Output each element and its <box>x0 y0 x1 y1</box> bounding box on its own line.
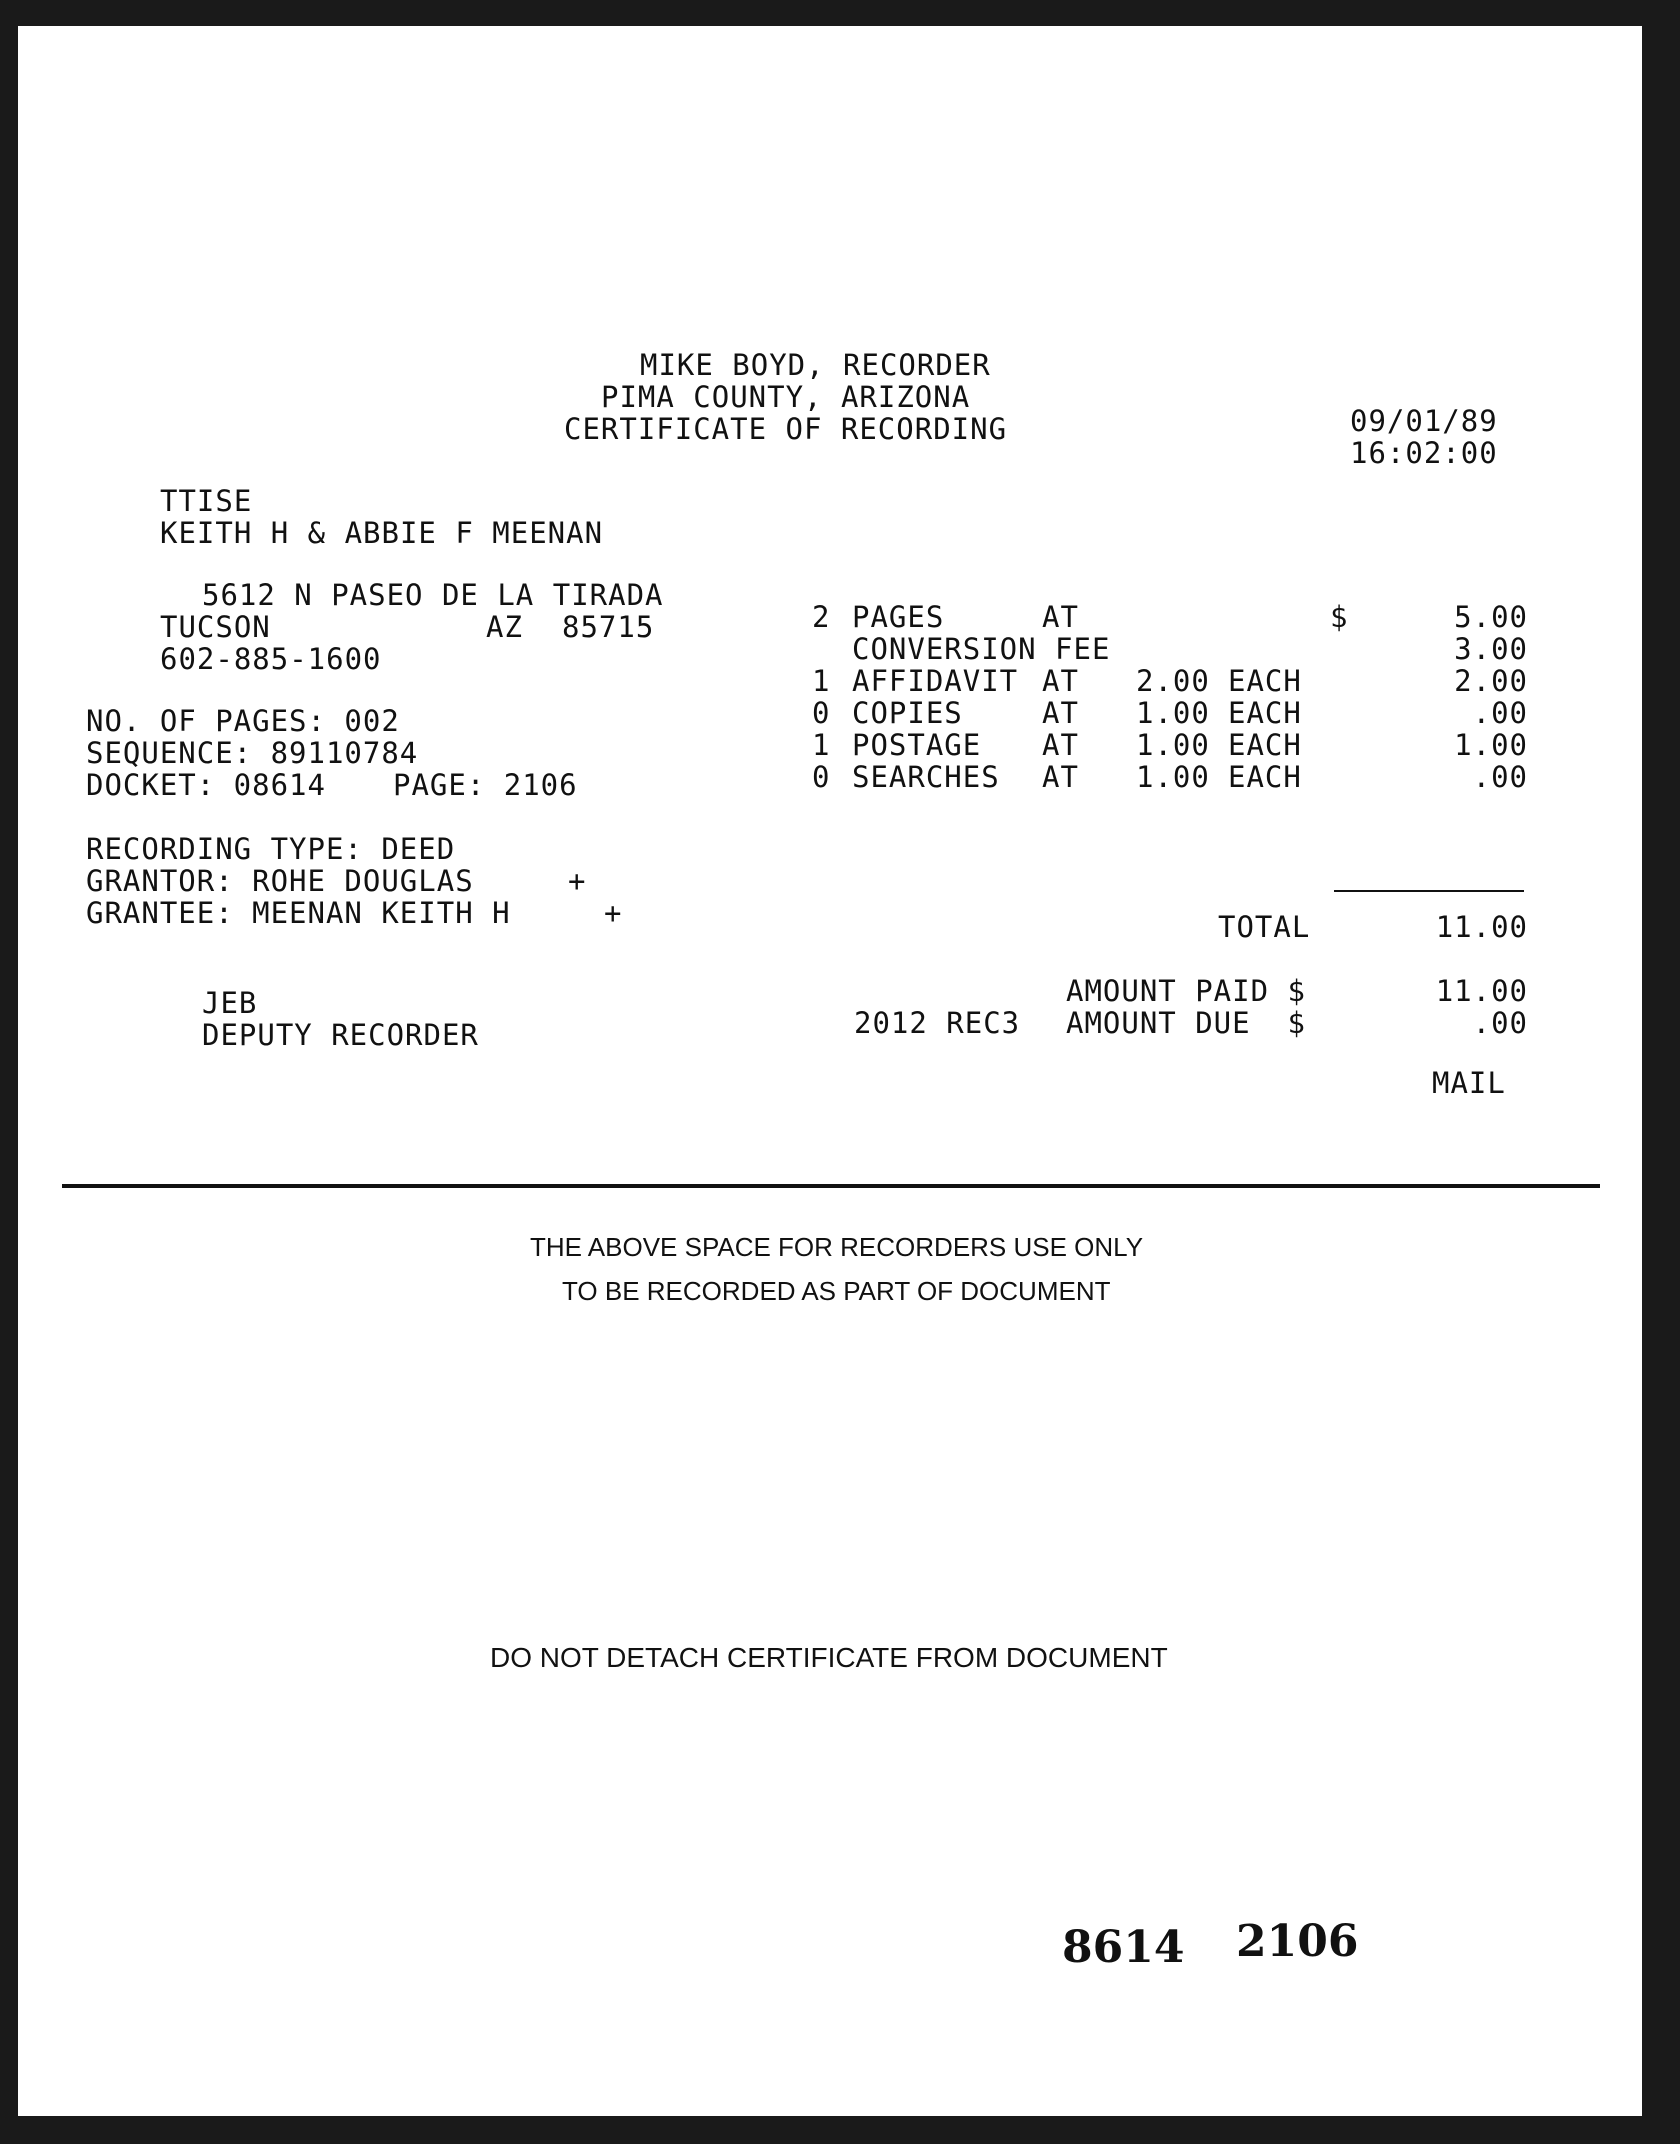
register-code: 2012 REC3 <box>854 1006 1021 1040</box>
fee-at: AT <box>1042 664 1079 698</box>
fee-item: POSTAGE <box>852 728 982 762</box>
fee-each: EACH <box>1228 728 1302 762</box>
recording-type: RECORDING TYPE: DEED <box>86 832 456 866</box>
fee-rate: 1.00 <box>1136 728 1210 762</box>
sequence-number: SEQUENCE: 89110784 <box>86 736 419 770</box>
docket-number: DOCKET: 08614 <box>86 768 326 802</box>
fee-qty: 0 <box>812 760 831 794</box>
fee-rate: 1.00 <box>1136 696 1210 730</box>
pages-count: NO. OF PAGES: 002 <box>86 704 400 738</box>
fee-item: PAGES <box>852 600 945 634</box>
grantor-mark: + <box>568 864 587 898</box>
fee-amount: .00 <box>1472 696 1528 730</box>
record-as-part-notice: TO BE RECORDED AS PART OF DOCUMENT <box>562 1276 1111 1306</box>
fee-rate: 2.00 <box>1136 664 1210 698</box>
party-state: AZ <box>486 610 523 644</box>
deputy-initials: JEB <box>202 986 258 1020</box>
document-page <box>18 26 1642 2116</box>
fee-item: SEARCHES <box>852 760 1000 794</box>
fee-item: CONVERSION FEE <box>852 632 1111 666</box>
fee-each: EACH <box>1228 696 1302 730</box>
fee-amount: 3.00 <box>1454 632 1528 666</box>
county-name: PIMA COUNTY, ARIZONA <box>601 380 971 414</box>
fee-amount: .00 <box>1472 760 1528 794</box>
fee-item: COPIES <box>852 696 963 730</box>
party-zip: 85715 <box>562 610 655 644</box>
fee-at: AT <box>1042 728 1079 762</box>
grantee: GRANTEE: MEENAN KEITH H <box>86 896 511 930</box>
fee-item: AFFIDAVIT <box>852 664 1019 698</box>
delivery-method: MAIL <box>1432 1066 1506 1100</box>
total-amount: 11.00 <box>1435 910 1528 944</box>
fee-at: AT <box>1042 600 1079 634</box>
party-name: KEITH H & ABBIE F MEENAN <box>160 516 604 550</box>
fee-qty: 2 <box>812 600 831 634</box>
fee-qty: 1 <box>812 728 831 762</box>
party-phone: 602-885-1600 <box>160 642 382 676</box>
party-address: 5612 N PASEO DE LA TIRADA <box>202 578 664 612</box>
total-rule <box>1334 890 1524 892</box>
recorder-name: MIKE BOYD, RECORDER <box>640 348 991 382</box>
amount-due: .00 <box>1472 1006 1528 1040</box>
record-time: 16:02:00 <box>1350 436 1498 470</box>
party-code: TTISE <box>160 484 253 518</box>
certificate-title: CERTIFICATE OF RECORDING <box>564 412 1008 446</box>
stamp-page: 2106 <box>1236 1916 1359 1967</box>
grantee-mark: + <box>604 896 623 930</box>
amount-paid: 11.00 <box>1435 974 1528 1008</box>
amount-paid-label: AMOUNT PAID $ <box>1066 974 1306 1008</box>
party-city: TUCSON <box>160 610 271 644</box>
fee-amount: 5.00 <box>1454 600 1528 634</box>
fee-currency: $ <box>1330 600 1349 634</box>
page-number: PAGE: 2106 <box>393 768 578 802</box>
grantor: GRANTOR: ROHE DOUGLAS <box>86 864 474 898</box>
amount-due-label: AMOUNT DUE $ <box>1066 1006 1306 1040</box>
fee-at: AT <box>1042 760 1079 794</box>
section-divider <box>62 1184 1600 1188</box>
fee-each: EACH <box>1228 760 1302 794</box>
fee-qty: 1 <box>812 664 831 698</box>
deputy-title: DEPUTY RECORDER <box>202 1018 479 1052</box>
record-date: 09/01/89 <box>1350 404 1498 438</box>
total-label: TOTAL <box>1218 910 1311 944</box>
stamp-docket: 8614 <box>1062 1922 1185 1973</box>
fee-qty: 0 <box>812 696 831 730</box>
fee-amount: 2.00 <box>1454 664 1528 698</box>
do-not-detach-notice: DO NOT DETACH CERTIFICATE FROM DOCUMENT <box>490 1642 1168 1673</box>
recorders-use-notice: THE ABOVE SPACE FOR RECORDERS USE ONLY <box>530 1232 1144 1262</box>
fee-at: AT <box>1042 696 1079 730</box>
fee-rate: 1.00 <box>1136 760 1210 794</box>
fee-amount: 1.00 <box>1454 728 1528 762</box>
fee-each: EACH <box>1228 664 1302 698</box>
